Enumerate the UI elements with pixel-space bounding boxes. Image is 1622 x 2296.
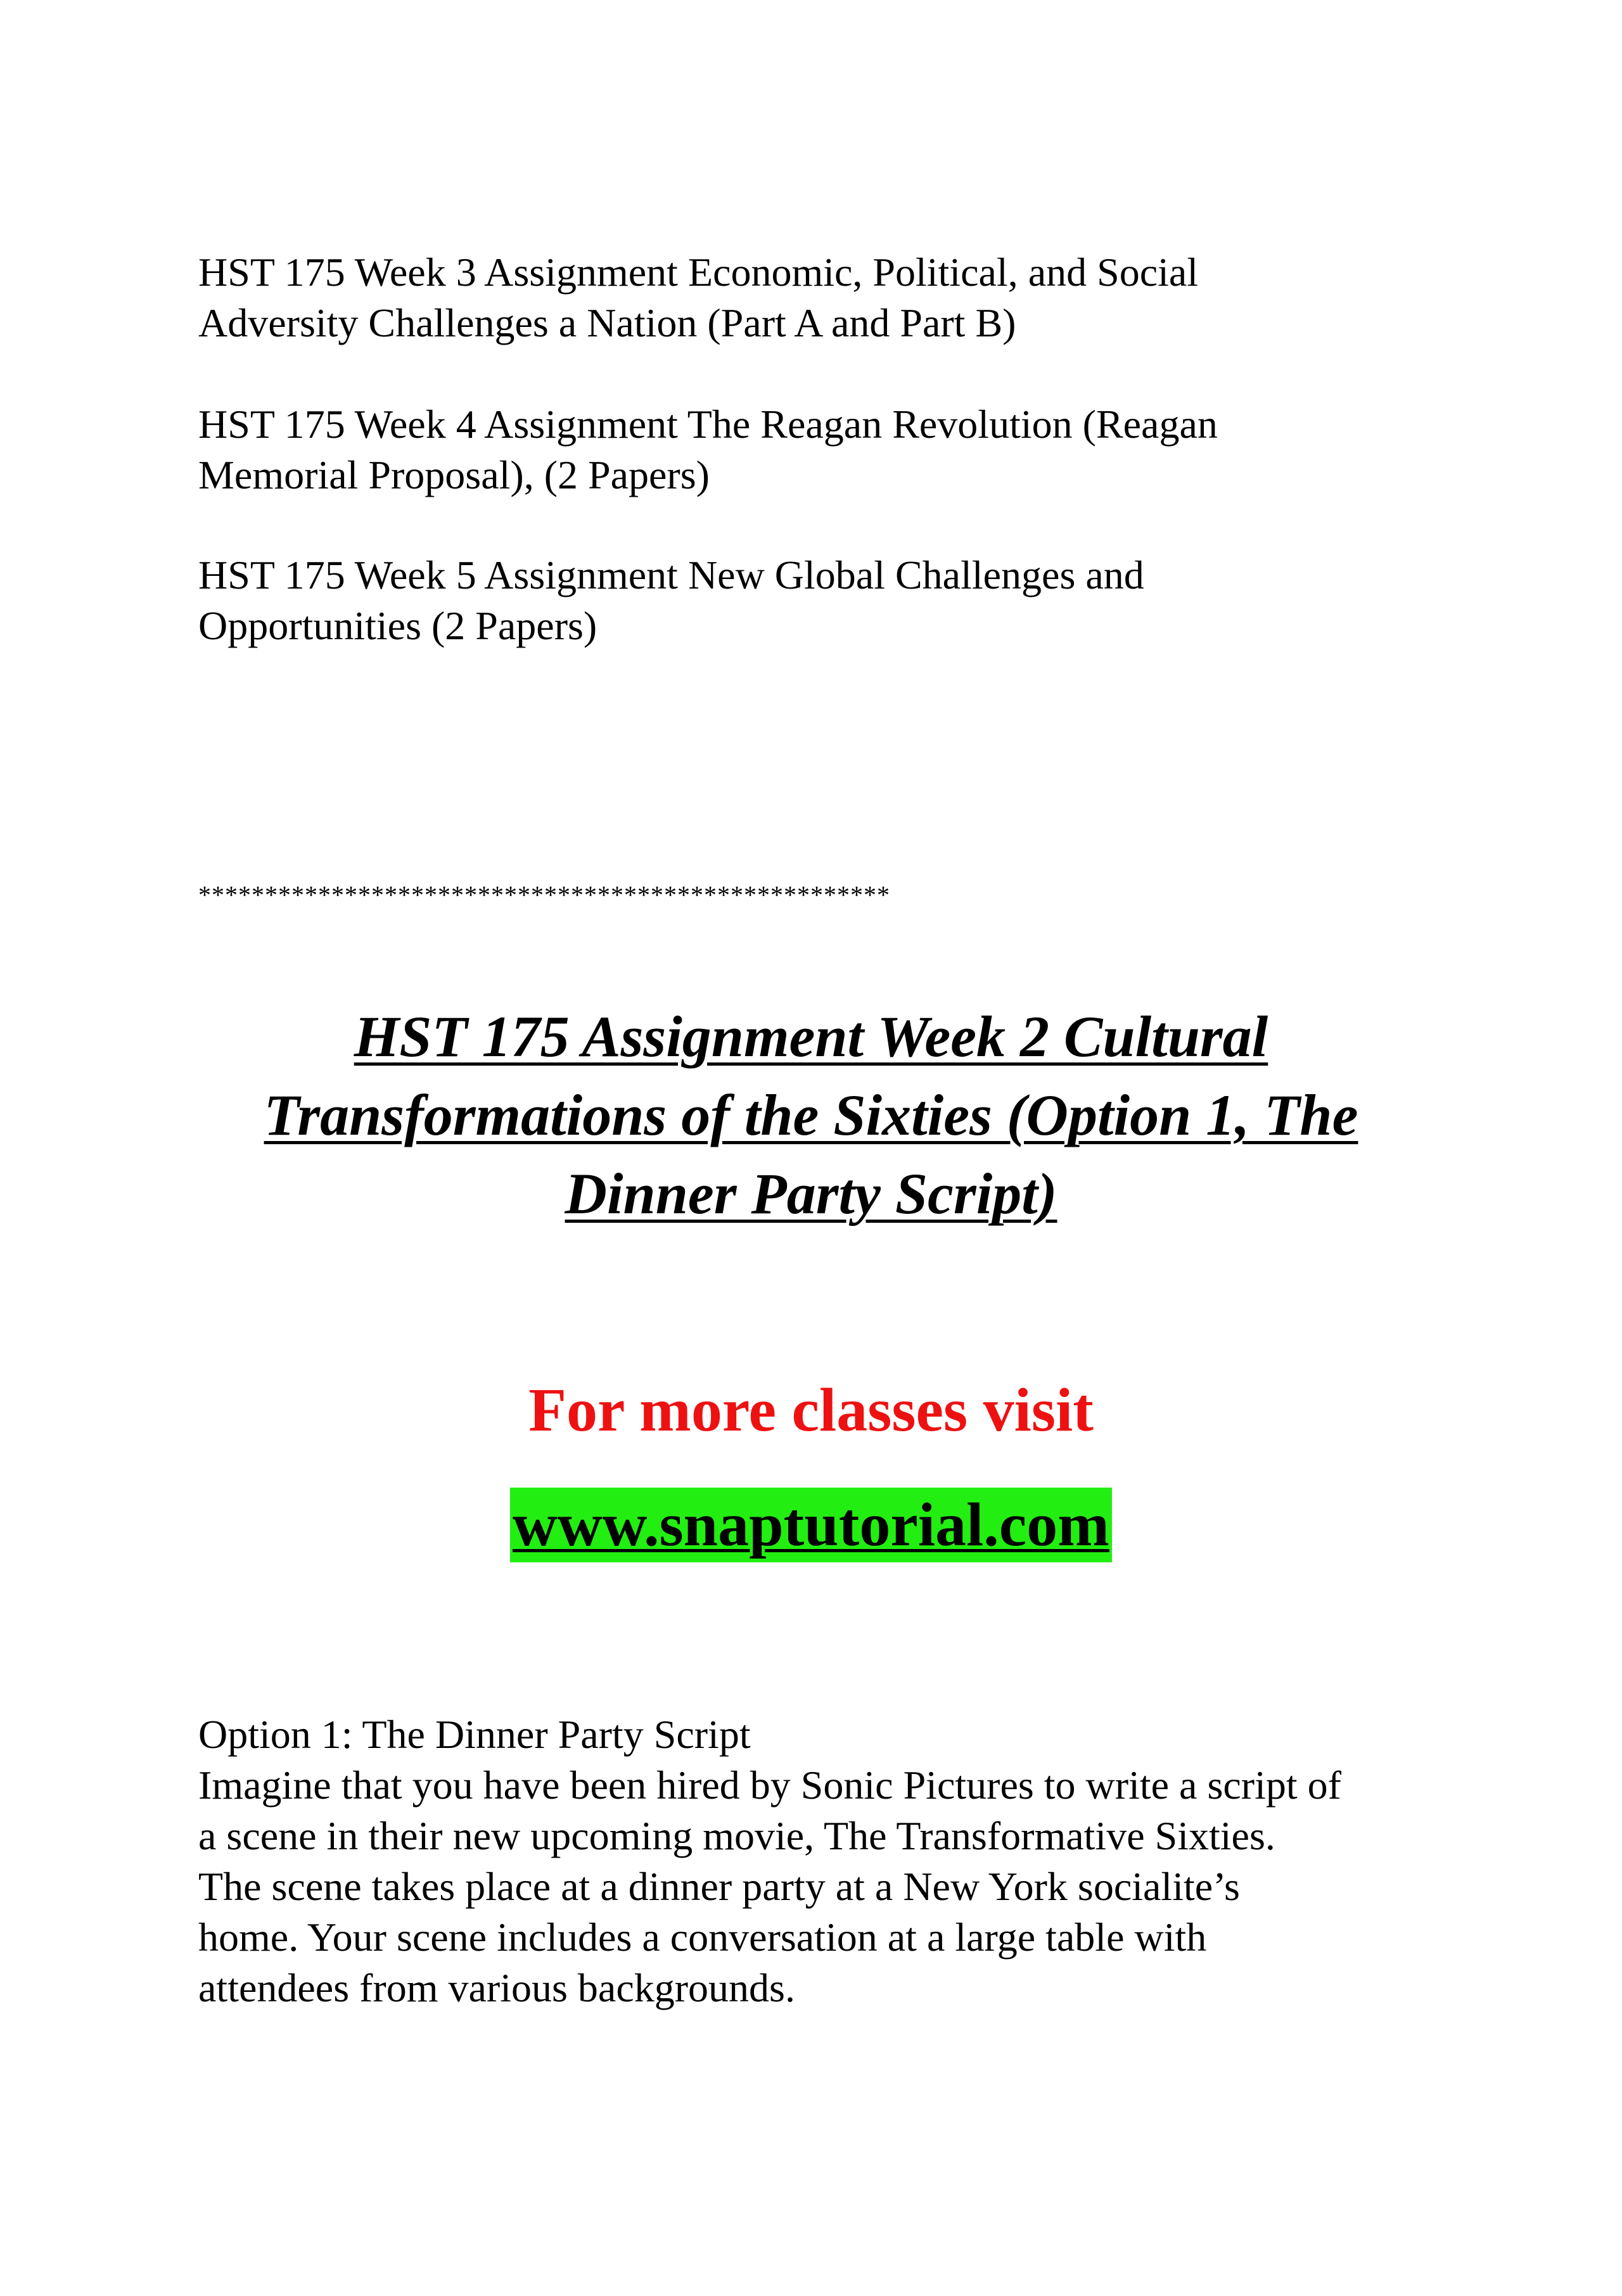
heading-line: Transformations of the Sixties (Option 1, The	[264, 1083, 1358, 1147]
assignment-item-week3	[198, 247, 1434, 348]
option-body-line: a scene in their new upcoming movie, The Transformative Sixties.	[198, 1813, 1275, 1858]
assignment-line: Opportunities (2 Papers)	[198, 603, 597, 648]
assignment-line: HST 175 Week 3 Assignment Economic, Political, and Social	[198, 250, 1199, 295]
website-link[interactable]: www.snaptutorial.com	[510, 1488, 1112, 1562]
assignment-line: Memorial Proposal), (2 Papers)	[198, 452, 710, 497]
page-heading	[0, 997, 1622, 1233]
option-section	[198, 1709, 1466, 2013]
promo-text: For more classes visit	[528, 1376, 1094, 1445]
option-title: Option 1: The Dinner Party Script	[198, 1712, 751, 1757]
option-body-line: The scene takes place at a dinner party at a New York socialite’s	[198, 1864, 1240, 1909]
heading-line: HST 175 Assignment Week 2 Cultural	[354, 1004, 1268, 1069]
assignment-item-week4	[198, 399, 1434, 501]
option-body-line: home. Your scene includes a conversation at a large table with	[198, 1915, 1207, 1960]
asterisk-divider: ****************************************************	[198, 881, 890, 909]
option-body-line: attendees from various backgrounds.	[198, 1965, 795, 2010]
assignment-item-week5	[198, 550, 1434, 651]
assignment-line: HST 175 Week 5 Assignment New Global Challenges and	[198, 552, 1144, 597]
assignment-line: Adversity Challenges a Nation (Part A and Part B)	[198, 300, 1016, 345]
heading-line: Dinner Party Script)	[565, 1161, 1057, 1226]
option-body-line: Imagine that you have been hired by Sonic Pictures to write a script of	[198, 1763, 1341, 1808]
promo-link-container	[0, 1488, 1622, 1562]
assignment-line: HST 175 Week 4 Assignment The Reagan Revolution (Reagan	[198, 402, 1218, 447]
